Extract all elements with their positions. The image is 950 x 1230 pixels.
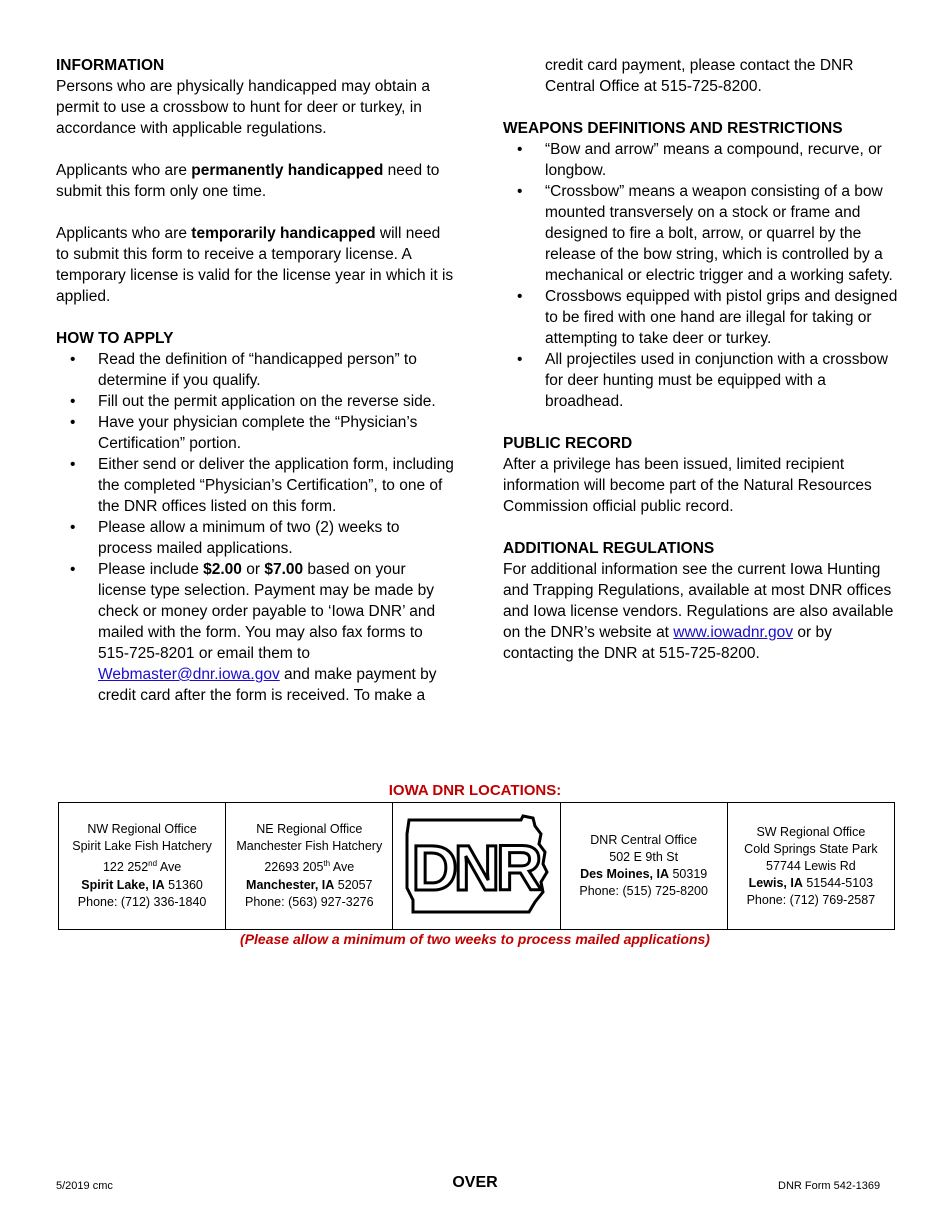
processing-note: (Please allow a minimum of two weeks to process mailed applications) (240, 931, 710, 947)
list-item: • “Bow and arrow” means a compound, recurve, or longbow. (503, 139, 903, 181)
list-item: • Have your physician complete the “Physician’s Certification” portion. (56, 412, 456, 454)
webmaster-email-link[interactable]: Webmaster@dnr.iowa.gov (98, 666, 280, 683)
office-name: NW Regional Office (87, 822, 197, 837)
svg-text:DNR: DNR (412, 831, 539, 904)
footer-over: OVER (452, 1174, 498, 1191)
office-sub: Cold Springs State Park (744, 841, 878, 856)
list-item: • “Crossbow” means a weapon consisting of a bow mounted transversely on a stock or frame and designed to fire a bolt, arrow, or quarrel by the release of the bow string, which is controlled by a mechanical or electric trigger and a working safety. (503, 181, 903, 286)
public-record-heading: PUBLIC RECORD (503, 435, 633, 452)
list-item: • Please allow a minimum of two (2) weeks to process mailed applications. (56, 517, 456, 559)
office-street: 57744 Lewis Rd (766, 858, 856, 873)
office-street: 502 E 9th St (609, 850, 679, 864)
additional-regulations-heading: ADDITIONAL REGULATIONS (503, 540, 715, 557)
office-street: 22693 205th Ave (264, 859, 355, 875)
office-street: 122 252nd Ave (102, 859, 182, 875)
office-name: NE Regional Office (256, 822, 363, 837)
how-to-apply-heading: HOW TO APPLY (56, 330, 174, 347)
office-phone: Phone: (712) 769-2587 (746, 892, 876, 907)
central-office-cell (560, 803, 727, 930)
office-city: Spirit Lake, IA 51360 (81, 877, 203, 892)
information-heading: INFORMATION (56, 57, 165, 74)
office-sub: Manchester Fish Hatchery (236, 839, 383, 854)
office-phone: Phone: (515) 725-8200 (579, 884, 708, 898)
office-name: SW Regional Office (756, 824, 866, 839)
dnr-logo-cell (393, 803, 560, 930)
weapons-list (503, 139, 903, 412)
additional-regulations-text: For additional information see the current Iowa Hunting and Trapping Regulations, available at most DNR offices and Iowa license vendors. Regulations are also available on the DNR’s website at www.iowadnr.gov or by contacting the DNR at 515-725-8200. (503, 561, 894, 662)
dnr-logo (401, 814, 551, 914)
right-column (503, 55, 903, 664)
how-to-apply-list (56, 349, 456, 706)
public-record-text: After a privilege has been issued, limited recipient information will become part of the Natural Resources Commission official public record. (503, 456, 872, 515)
list-item: • All projectiles used in conjunction with a crossbow for deer hunting must be equipped with a broadhead. (503, 349, 903, 412)
information-paragraph: Persons who are physically handicapped may obtain a permit to use a crossbow to hunt for deer or turkey, in accordance with applicable regulations. (56, 78, 430, 137)
list-item: • Read the definition of “handicapped person” to determine if you qualify. (56, 349, 456, 391)
permanent-handicap-paragraph: Applicants who are permanently handicapped need to submit this form only one time. (56, 162, 440, 200)
left-column (56, 55, 456, 706)
ne-office-cell (226, 803, 393, 930)
office-city: Lewis, IA 51544-5103 (748, 875, 874, 890)
sw-office-cell (727, 803, 894, 930)
nw-office-cell (59, 803, 226, 930)
office-phone: Phone: (712) 336-1840 (77, 894, 207, 909)
weapons-heading: WEAPONS DEFINITIONS AND RESTRICTIONS (503, 120, 843, 137)
fee-list-item: • Please include $2.00 or $7.00 based on your license type selection. Payment may be made by check or money order payable to ‘Iowa DNR’ and mailed with the form. You may also fax forms to 515-725-8201 or email them to Webmaster@dnr.iowa.gov and make payment by credit card after the form is received. To make a (56, 559, 456, 706)
footer-date: 5/2019 cmc (56, 1180, 113, 1192)
locations-table (58, 802, 895, 930)
office-city: Manchester, IA 52057 (246, 877, 373, 892)
office-phone: Phone: (563) 927-3276 (244, 894, 374, 909)
office-sub: Spirit Lake Fish Hatchery (72, 839, 212, 854)
list-item: • Crossbows equipped with pistol grips and designed to be fired with one hand are illegal for taking or attempting to take deer or turkey. (503, 286, 903, 349)
list-item: • Fill out the permit application on the reverse side. (56, 391, 456, 412)
locations-title: IOWA DNR LOCATIONS: (388, 782, 562, 799)
iowadnr-website-link[interactable]: www.iowadnr.gov (673, 624, 794, 641)
fee-item-continuation: credit card payment, please contact the DNR Central Office at 515-725-8200. (545, 57, 854, 95)
list-item: • Either send or deliver the application form, including the completed “Physician’s Certification”, to one of the DNR offices listed on this form. (56, 454, 456, 517)
temporary-handicap-paragraph: Applicants who are temporarily handicapped will need to submit this form to receive a temporary license. A temporary license is valid for the license year in which it is applied. (56, 225, 454, 305)
footer-form-number: DNR Form 542-1369 (778, 1180, 881, 1192)
office-city: Des Moines, IA 50319 (580, 867, 708, 881)
office-name: DNR Central Office (590, 833, 698, 847)
